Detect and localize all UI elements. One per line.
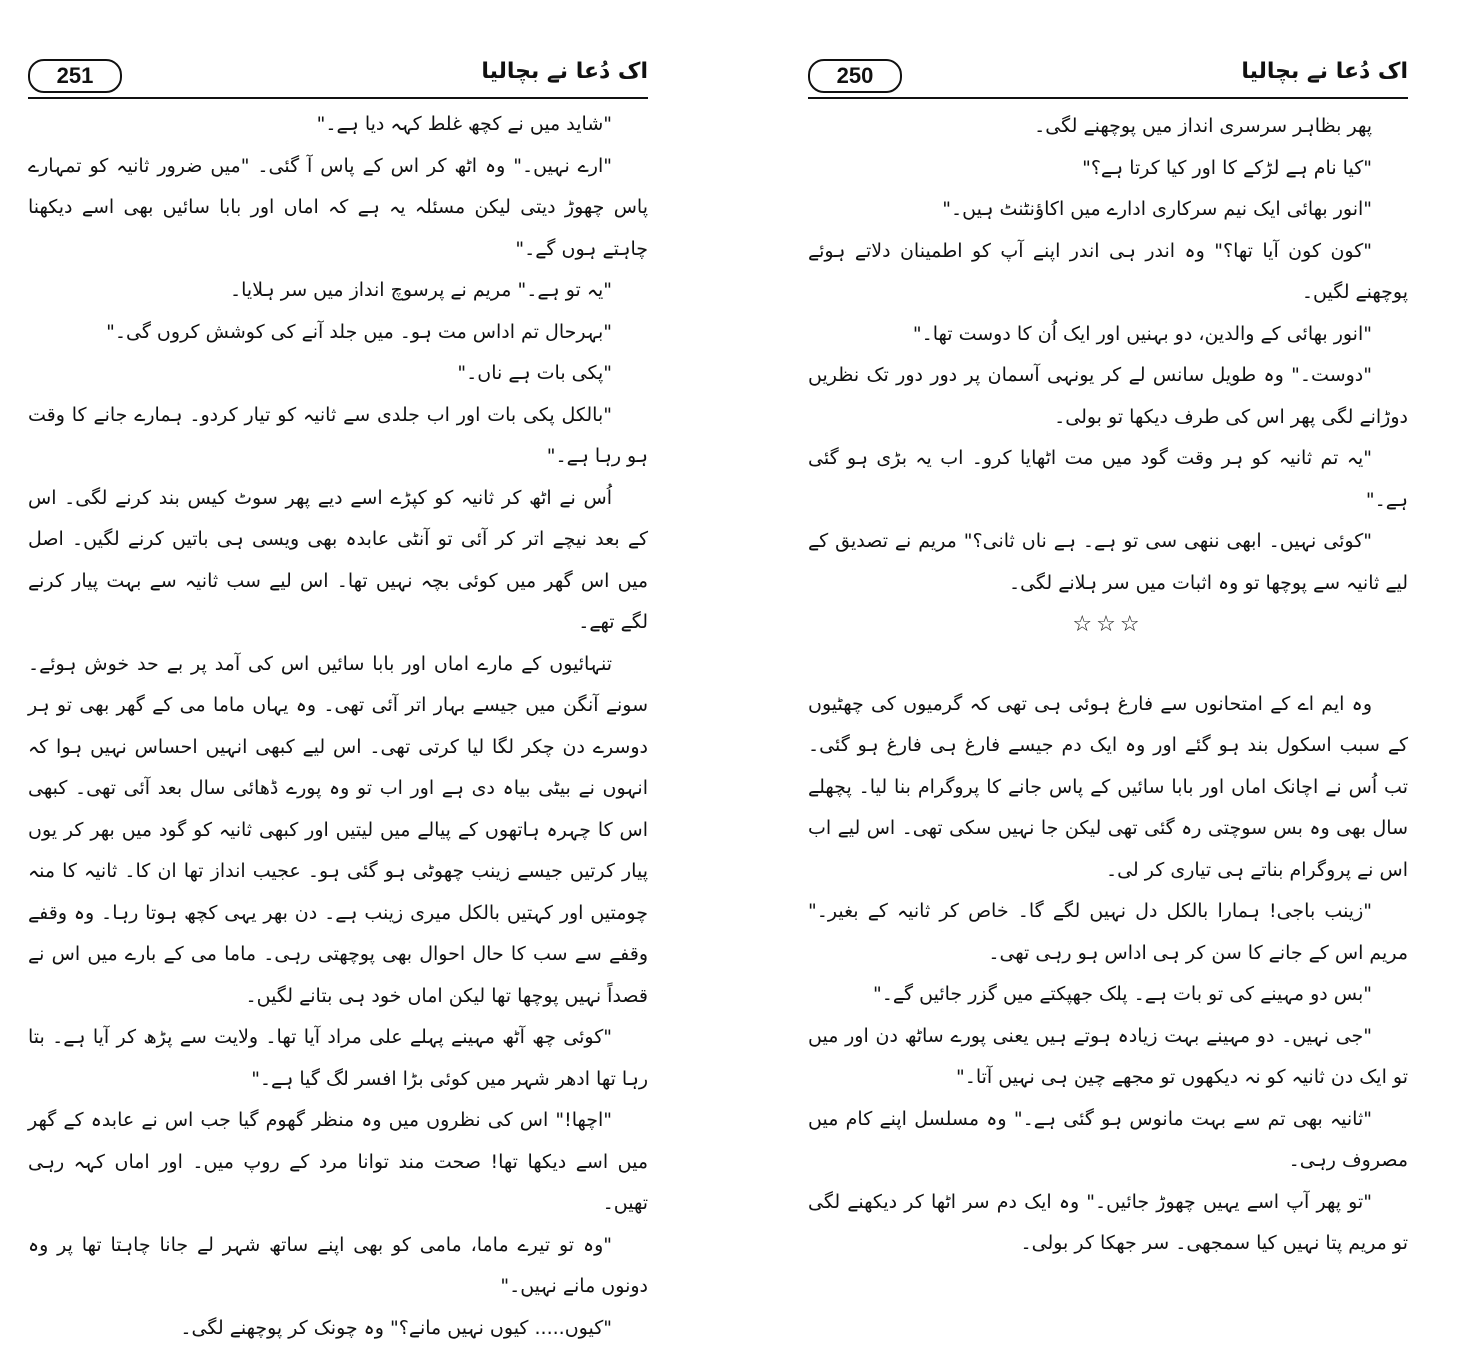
left-page <box>0 0 700 1152</box>
paragraph: "کیوں..... کیوں نہیں مانے؟" وہ چونک کر پوچھنے لگی۔ <box>28 1308 648 1349</box>
left-page-text <box>28 104 648 1349</box>
paragraph: "ثانیہ بھی تم سے بہت مانوس ہو گئی ہے۔" وہ مسلسل اپنے کام میں مصروف رہی۔ <box>808 1099 1408 1182</box>
paragraph: تنہائیوں کے مارے اماں اور بابا سائیں اس کی آمد پر بے حد خوش ہوئے۔ سونے آنگن میں جیسے بہار اتر آئی تھی۔ وہ یہاں ماما می کے گھر بھی تو ہر دوسرے دن چکر لگا لیا کرتی تھی۔ اس لیے کبھی انہیں احساس نہیں ہوا کہ انہوں نے بیٹی بیاہ دی ہے اور اب تو وہ پورے ڈھائی سال بعد آئی تھی۔ کبھی اس کا چہرہ ہاتھوں کے پیالے میں لیتیں اور کبھی ثانیہ کو گود میں بھر کر یوں پیار کرتیں جیسے زینب چھوٹی ہو گئی ہو۔ عجیب انداز تھا ان کا۔ ثانیہ کا منہ چومتیں اور کہتیں بالکل میری زینب ہے۔ دن بھر یہی کچھ ہوتا رہا۔ وہ وقفے وقفے سے سب کا حال احوال بھی پوچھتی رہی۔ ماما می کے بارے میں اس نے قصداً نہیں پوچھا تھا لیکن اماں خود ہی بتانے لگیں۔ <box>28 644 648 1018</box>
paragraph: "تو پھر آپ اسے یہیں چھوڑ جائیں۔" وہ ایک دم سر اٹھا کر دیکھنے لگی تو مریم پتا نہیں کیا سمجھی۔ سر جھکا کر بولی۔ <box>808 1182 1408 1265</box>
paragraph: وہ ایم اے کے امتحانوں سے فارغ ہوئی ہی تھی کہ گرمیوں کی چھٹیوں کے سبب اسکول بند ہو گئے اور وہ ایک دم جیسے فارغ ہی فارغ ہو گئی۔ تب اُس نے اچانک اماں اور بابا سائیں کے پاس جانے کا پروگرام بنا لیا۔ پچھلے سال بھی وہ بس سوچتی رہ گئی تھی لیکن جا نہیں سکی تھی۔ اس لیے اب اس نے پروگرام بناتے ہی تیاری کر لی۔ <box>808 684 1408 892</box>
paragraph: "یہ تم ثانیہ کو ہر وقت گود میں مت اٹھایا کرو۔ اب یہ بڑی ہو گئی ہے۔" <box>808 438 1408 521</box>
paragraph: پھر بظاہر سرسری انداز میں پوچھنے لگی۔ <box>808 106 1408 148</box>
right-page-header <box>808 55 1408 99</box>
paragraph: "یہ تو ہے۔" مریم نے پرسوچ انداز میں سر ہلایا۔ <box>28 270 648 312</box>
paragraph: "بہرحال تم اداس مت ہو۔ میں جلد آنے کی کوشش کروں گی۔" <box>28 312 648 354</box>
paragraph: "کون کون آیا تھا؟" وہ اندر ہی اندر اپنے آپ کو اطمینان دلاتے ہوئے پوچھنے لگیں۔ <box>808 231 1408 314</box>
book-title: اک دُعا نے بچالیا <box>1241 59 1408 84</box>
book-title: اک دُعا نے بچالیا <box>481 59 648 84</box>
header-rule <box>28 97 648 99</box>
paragraph: "ارے نہیں۔" وہ اٹھ کر اس کے پاس آ گئی۔ "میں ضرور ثانیہ کو تمہارے پاس چھوڑ دیتی لیکن مسئلہ یہ ہے کہ اماں اور بابا سائیں بھی اسے دیکھنا چاہتے ہوں گے۔" <box>28 146 648 271</box>
right-page <box>760 0 1463 1152</box>
right-page-text <box>808 106 1408 1265</box>
paragraph: "دوست۔" وہ طویل سانس لے کر یونہی آسمان پر دور دور تک نظریں دوڑانے لگی پھر اس کی طرف دیکھا تو بولی۔ <box>808 355 1408 438</box>
paragraph: اُس نے اٹھ کر ثانیہ کو کپڑے اسے دیے پھر سوٹ کیس بند کرنے لگی۔ اس کے بعد نیچے اتر کر آئی تو آنٹی عابدہ بھی ویسی ہی باتیں کرنے لگیں۔ اصل میں اس گھر میں کوئی بچہ نہیں تھا۔ اس لیے سب ثانیہ سے بہت پیار کرنے لگے تھے۔ <box>28 478 648 644</box>
section-separator-stars: ☆☆☆ <box>808 604 1408 646</box>
left-page-header <box>28 55 648 99</box>
paragraph: "اچھا!" اس کی نظروں میں وہ منظر گھوم گیا جب اس نے عابدہ کے گھر میں اسے دیکھا تھا! صحت مند توانا مرد کے روپ میں۔ اور اماں کہہ رہی تھیں۔ <box>28 1100 648 1225</box>
paragraph: "بس دو مہینے کی تو بات ہے۔ پلک جھپکتے میں گزر جائیں گے۔" <box>808 974 1408 1016</box>
paragraph: "انور بھائی کے والدین، دو بہنیں اور ایک اُن کا دوست تھا۔" <box>808 314 1408 356</box>
paragraph: "وہ تو تیرے ماما، مامی کو بھی اپنے ساتھ شہر لے جانا چاہتا تھا پر وہ دونوں مانے نہیں۔" <box>28 1225 648 1308</box>
paragraph: "کوئی نہیں۔ ابھی ننھی سی تو ہے۔ ہے ناں ثانی؟" مریم نے تصدیق کے لیے ثانیہ سے پوچھا تو وہ اثبات میں سر ہلانے لگی۔ <box>808 521 1408 604</box>
header-rule <box>808 97 1408 99</box>
paragraph: "انور بھائی ایک نیم سرکاری ادارے میں اکاؤنٹنٹ ہیں۔" <box>808 189 1408 231</box>
paragraph: "شاید میں نے کچھ غلط کہہ دیا ہے۔" <box>28 104 648 146</box>
paragraph: "کوئی چھ آٹھ مہینے پہلے علی مراد آیا تھا۔ ولایت سے پڑھ کر آیا ہے۔ بتا رہا تھا ادھر شہر میں کوئی بڑا افسر لگ گیا ہے۔" <box>28 1017 648 1100</box>
paragraph: "کیا نام ہے لڑکے کا اور کیا کرتا ہے؟" <box>808 148 1408 190</box>
page-number-badge: 251 <box>28 59 122 93</box>
paragraph: "جی نہیں۔ دو مہینے بہت زیادہ ہوتے ہیں یعنی پورے ساٹھ دن اور میں تو ایک دن ثانیہ کو نہ دیکھوں تو مجھے چین ہی نہیں آتا۔" <box>808 1016 1408 1099</box>
section-gap <box>808 646 1408 684</box>
paragraph: "بالکل پکی بات اور اب جلدی سے ثانیہ کو تیار کردو۔ ہمارے جانے کا وقت ہو رہا ہے۔" <box>28 395 648 478</box>
paragraph: "پکی بات ہے ناں۔" <box>28 353 648 395</box>
page-number-badge: 250 <box>808 59 902 93</box>
paragraph: "زینب باجی! ہمارا بالکل دل نہیں لگے گا۔ خاص کر ثانیہ کے بغیر۔" مریم اس کے جانے کا سن کر ہی اداس ہو رہی تھی۔ <box>808 891 1408 974</box>
